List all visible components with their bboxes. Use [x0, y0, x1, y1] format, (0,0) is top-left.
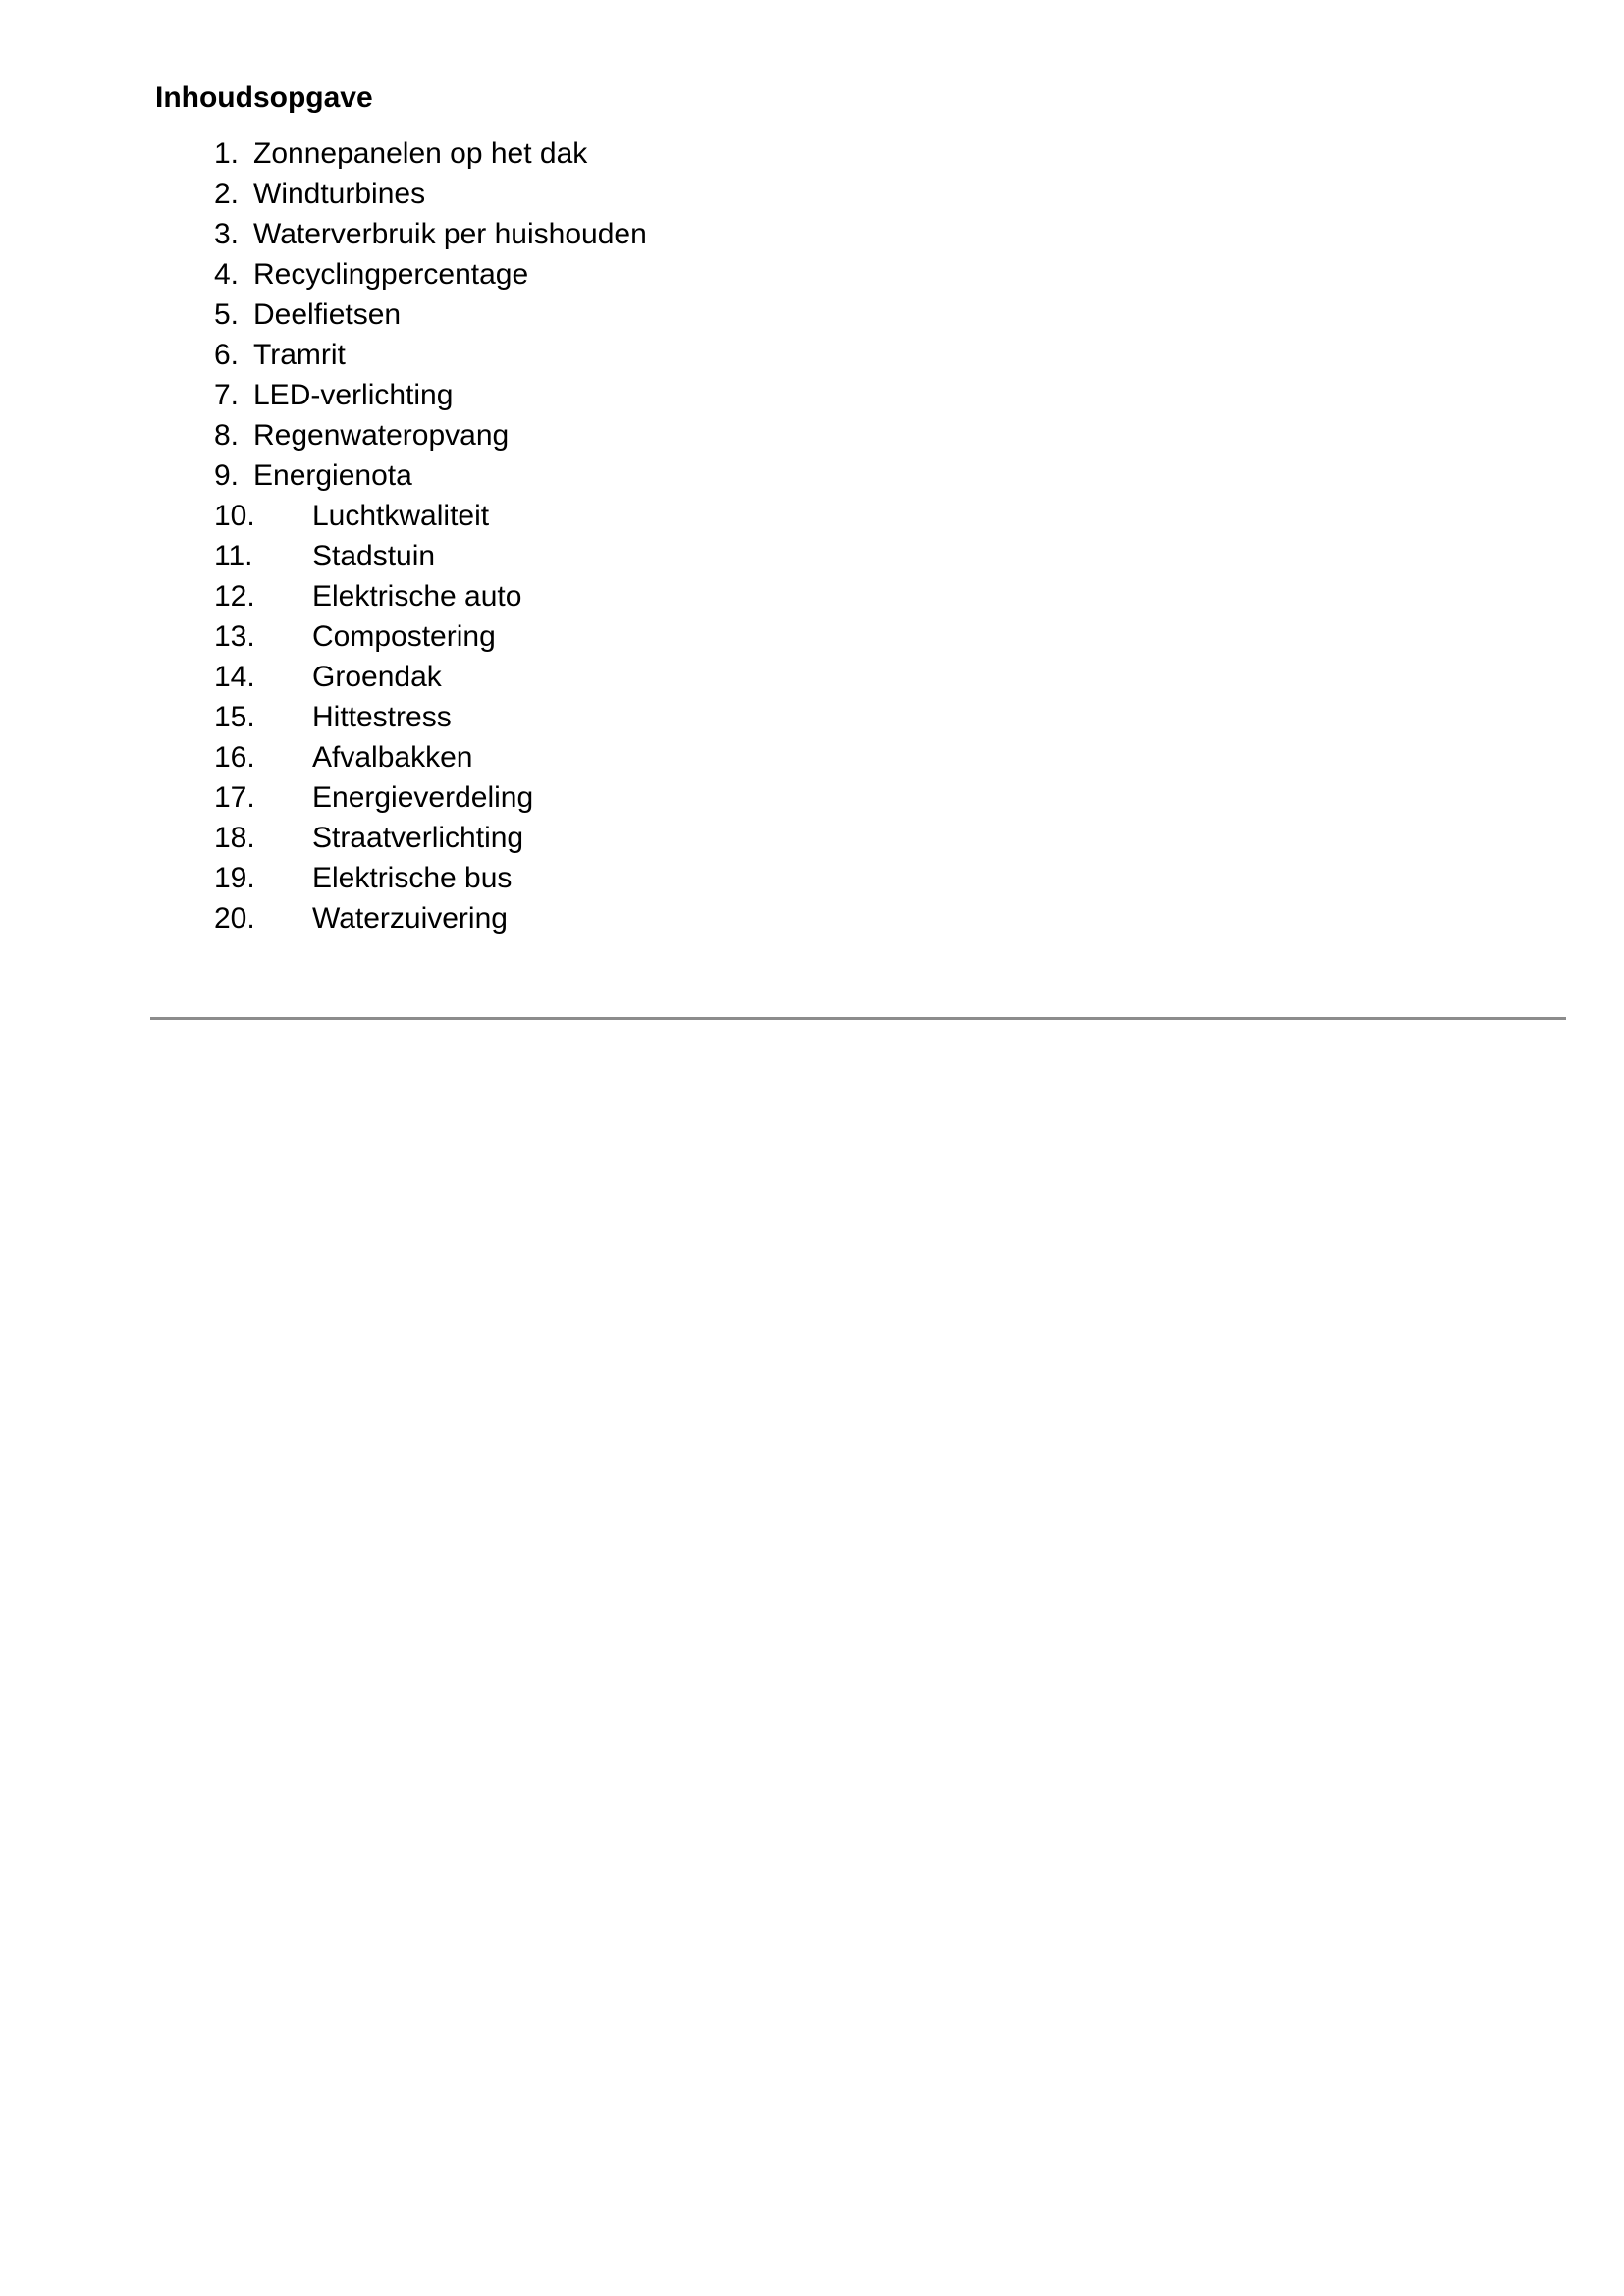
toc-item-number: 3. — [214, 218, 240, 250]
toc-item-text: Recyclingpercentage — [253, 258, 529, 291]
toc-item-number: 16. — [214, 741, 255, 774]
toc-item-number: 14. — [214, 661, 255, 693]
toc-heading: Inhoudsopgave — [155, 81, 373, 114]
toc-item-text: Zonnepanelen op het dak — [253, 137, 588, 170]
toc-item-number: 10. — [214, 500, 255, 532]
toc-item-text: Straatverlichting — [312, 822, 524, 854]
toc-item-number: 9. — [214, 459, 240, 492]
toc-item-number: 1. — [214, 137, 240, 170]
toc-item-text: Stadstuin — [312, 540, 436, 572]
toc-item-text: Regenwateropvang — [253, 419, 510, 452]
toc-item-text: Windturbines — [253, 178, 426, 210]
toc-item-number: 11. — [214, 540, 253, 572]
toc-item-number: 6. — [214, 339, 240, 371]
toc-item-text: Hittestress — [312, 701, 452, 733]
toc-item-number: 15. — [214, 701, 255, 733]
toc-item-text: Energieverdeling — [312, 781, 534, 814]
toc-item-text: Waterzuivering — [312, 902, 508, 934]
horizontal-divider — [150, 1017, 1566, 1020]
toc-item-text: Elektrische bus — [312, 862, 513, 894]
toc-item-number: 8. — [214, 419, 240, 452]
toc-item-number: 12. — [214, 580, 255, 613]
toc-item-text: Groendak — [312, 661, 442, 693]
toc-item-number: 5. — [214, 298, 240, 331]
toc-item-number: 4. — [214, 258, 240, 291]
toc-item-text: Waterverbruik per huishouden — [253, 218, 647, 250]
toc-item-text: Afvalbakken — [312, 741, 473, 774]
toc-item-text: Tramrit — [253, 339, 346, 371]
toc-item-number: 20. — [214, 902, 255, 934]
toc-item-text: LED-verlichting — [253, 379, 454, 411]
toc-item-number: 18. — [214, 822, 255, 854]
toc-item-text: Luchtkwaliteit — [312, 500, 490, 532]
toc-item-number: 13. — [214, 620, 255, 653]
toc-item-text: Energienota — [253, 459, 412, 492]
toc-item-number: 7. — [214, 379, 240, 411]
toc-item-number: 19. — [214, 862, 255, 894]
toc-item-number: 17. — [214, 781, 255, 814]
toc-item-text: Elektrische auto — [312, 580, 522, 613]
toc-item-text: Deelfietsen — [253, 298, 402, 331]
toc-item-number: 2. — [214, 178, 240, 210]
toc-item-text: Compostering — [312, 620, 496, 653]
